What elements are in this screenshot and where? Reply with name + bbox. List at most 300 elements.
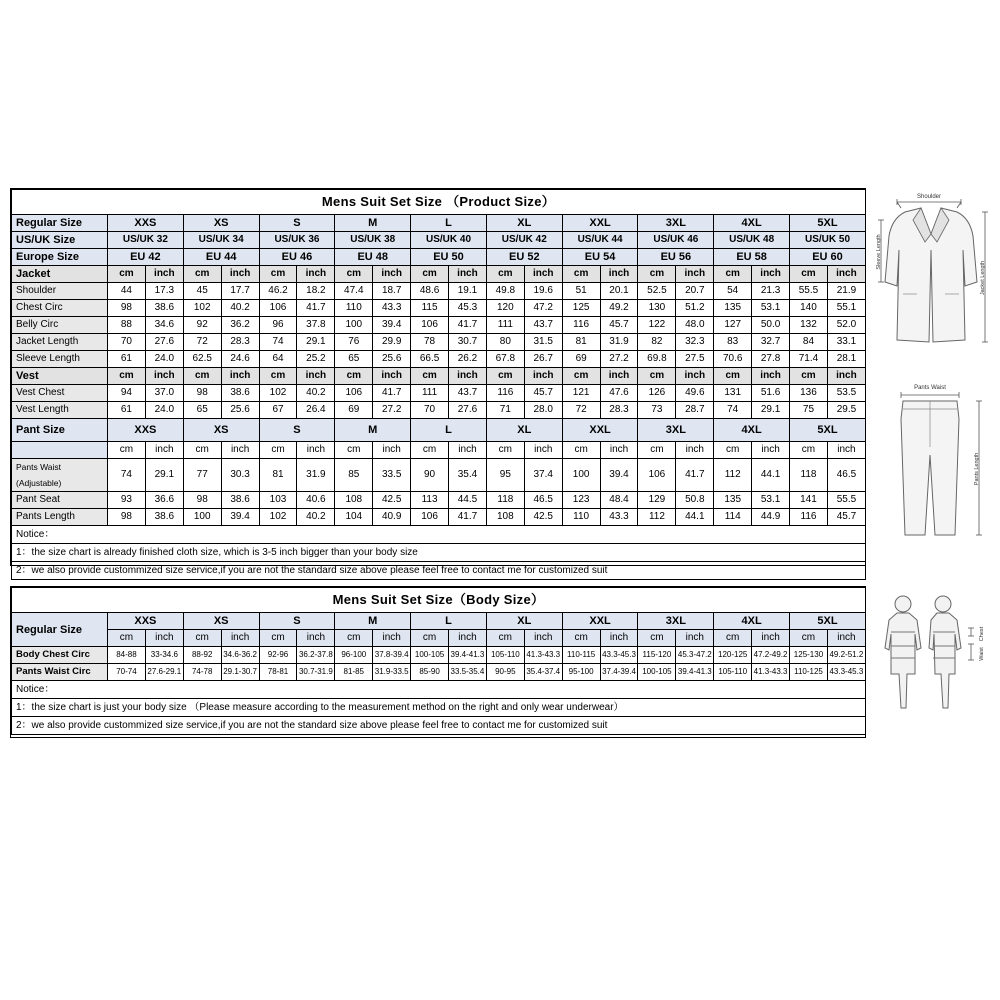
cell: 104: [335, 509, 373, 526]
unit-inch-v6: inch: [600, 368, 638, 385]
unit-inch-p3: inch: [373, 442, 411, 459]
cell: 102: [259, 509, 297, 526]
table-row: [12, 699, 866, 717]
unit-cm-j3: cm: [335, 266, 373, 283]
cell: 43.3: [373, 300, 411, 317]
eu-3: EU 48: [335, 249, 411, 266]
cell: 37.4-39.4: [600, 664, 638, 681]
product-size-table: [11, 189, 866, 580]
group-label-pant-size: Pant Size: [12, 419, 108, 442]
unit-inch-j3: inch: [373, 266, 411, 283]
body-size-m: M: [335, 613, 411, 630]
cell: 33.5-35.4: [449, 664, 487, 681]
row-label-regular-size: Regular Size: [12, 215, 108, 232]
cell: 31.9: [297, 459, 335, 492]
cell: 84: [790, 334, 828, 351]
pant-size-xxs: XXS: [108, 419, 184, 442]
cell: 36.2: [221, 317, 259, 334]
unit-inch-p1: inch: [221, 442, 259, 459]
cell: 50.0: [752, 317, 790, 334]
cell: 39.4: [373, 317, 411, 334]
cell: 40.2: [297, 385, 335, 402]
usuk-3: US/UK 38: [335, 232, 411, 249]
cell: 115-120: [638, 647, 676, 664]
usuk-4: US/UK 40: [411, 232, 487, 249]
cell: 46.5: [827, 459, 865, 492]
cell: 28.3: [221, 334, 259, 351]
body-size-xxl: XXL: [562, 613, 638, 630]
cell: 108: [486, 509, 524, 526]
chest-label: Chest: [979, 626, 985, 642]
cell: 96-100: [335, 647, 373, 664]
cell: 29.1: [145, 459, 183, 492]
cell: 70: [411, 402, 449, 419]
cell: 49.6: [676, 385, 714, 402]
cell: 136: [790, 385, 828, 402]
unit-inch-j4: inch: [449, 266, 487, 283]
cell: 140: [790, 300, 828, 317]
cell: 73: [638, 402, 676, 419]
cell: 19.6: [524, 283, 562, 300]
unit-cm-v7: cm: [638, 368, 676, 385]
cell: 29.1: [297, 334, 335, 351]
cell: 78-81: [259, 664, 297, 681]
cell: 100-105: [638, 664, 676, 681]
cell: 38.6: [221, 492, 259, 509]
cell: 24.0: [145, 402, 183, 419]
cell: 90-95: [486, 664, 524, 681]
cell: 110: [335, 300, 373, 317]
unit-cm-j7: cm: [638, 266, 676, 283]
size-xl: XL: [486, 215, 562, 232]
table-row: [12, 317, 866, 334]
row-label-us-uk-size: US/UK Size: [12, 232, 108, 249]
unit-cm-v3: cm: [335, 368, 373, 385]
row-label-pants-waist-circ: Pants Waist Circ: [12, 664, 108, 681]
unit-inch-p8: inch: [752, 442, 790, 459]
cell: 31.5: [524, 334, 562, 351]
unit-cm-v6: cm: [562, 368, 600, 385]
cell: 88-92: [183, 647, 221, 664]
cell: 82: [638, 334, 676, 351]
cell: 42.5: [524, 509, 562, 526]
cell: 65: [183, 402, 221, 419]
unit-inch-v8: inch: [752, 368, 790, 385]
body-notice-1: 1：the size chart is just your body size （Please measure according to the measurement method on the right and only wear underwear）: [12, 699, 866, 717]
row-label-pants-waist: Pants Waist (Adjustable): [12, 459, 108, 492]
cell: 106: [411, 317, 449, 334]
cell: 26.7: [524, 351, 562, 368]
size-m: M: [335, 215, 411, 232]
unit-cm-v5: cm: [486, 368, 524, 385]
cell: 29.5: [827, 402, 865, 419]
cell: 18.2: [297, 283, 335, 300]
table-row: [12, 664, 866, 681]
cell: 41.7: [676, 459, 714, 492]
body-size-4xl: 4XL: [714, 613, 790, 630]
cell: 88: [108, 317, 146, 334]
cell: 41.7: [449, 317, 487, 334]
cell: 43.3-45.3: [600, 647, 638, 664]
body-unit-inch-9: inch: [827, 630, 865, 647]
eu-6: EU 54: [562, 249, 638, 266]
cell: 28.0: [524, 402, 562, 419]
group-label-jacket: Jacket: [12, 266, 108, 283]
pant-size-3xl: 3XL: [638, 419, 714, 442]
cell: 45.3: [449, 300, 487, 317]
cell: 106: [259, 300, 297, 317]
cell: 120-125: [714, 647, 752, 664]
body-notice-2: 2：we also provide custommized size service,if you are not the standard size above please feel free to contact me for customized suit: [12, 717, 866, 735]
unit-inch-p0: inch: [145, 442, 183, 459]
unit-inch-v7: inch: [676, 368, 714, 385]
size-l: L: [411, 215, 487, 232]
unit-cm-j1: cm: [183, 266, 221, 283]
cell: 76: [335, 334, 373, 351]
body-unit-inch-2: inch: [297, 630, 335, 647]
body-unit-cm-5: cm: [486, 630, 524, 647]
cell: 25.2: [297, 351, 335, 368]
size-xs: XS: [183, 215, 259, 232]
cell: 98: [183, 492, 221, 509]
cell: 126: [638, 385, 676, 402]
unit-inch-p2: inch: [297, 442, 335, 459]
table-row: [12, 442, 866, 459]
cell: 108: [335, 492, 373, 509]
unit-inch-v5: inch: [524, 368, 562, 385]
cell: 110-125: [790, 664, 828, 681]
cell: 38.6: [221, 385, 259, 402]
cell: 44.5: [449, 492, 487, 509]
cell: 121: [562, 385, 600, 402]
cell: 28.7: [676, 402, 714, 419]
cell: 21.3: [752, 283, 790, 300]
cell: 24.0: [145, 351, 183, 368]
unit-inch-p5: inch: [524, 442, 562, 459]
cell: 31.9: [600, 334, 638, 351]
cell: 131: [714, 385, 752, 402]
body-size-chart: [10, 586, 866, 738]
cell: 33-34.6: [145, 647, 183, 664]
body-size-3xl: 3XL: [638, 613, 714, 630]
cell: 44: [108, 283, 146, 300]
cell: 98: [108, 509, 146, 526]
cell: 61: [108, 351, 146, 368]
pant-unit-spacer: [12, 442, 108, 459]
body-unit-inch-1: inch: [221, 630, 259, 647]
cell: 120: [486, 300, 524, 317]
eu-0: EU 42: [108, 249, 184, 266]
waist-label: Waist: [979, 647, 985, 661]
cell: 39.4-41.3: [449, 647, 487, 664]
product-notice-title: Notice：: [12, 526, 866, 544]
unit-inch-v9: inch: [827, 368, 865, 385]
cell: 111: [411, 385, 449, 402]
table-row: [12, 630, 866, 647]
table-row: [12, 190, 866, 215]
unit-cm-p4: cm: [411, 442, 449, 459]
cell: 72: [562, 402, 600, 419]
cell: 24.6: [221, 351, 259, 368]
eu-4: EU 50: [411, 249, 487, 266]
cell: 55.1: [827, 300, 865, 317]
product-chart-title: Mens Suit Set Size （Product Size）: [12, 190, 866, 215]
cell: 112: [714, 459, 752, 492]
cell: 74-78: [183, 664, 221, 681]
cell: 38.6: [145, 300, 183, 317]
body-size-l: L: [411, 613, 487, 630]
cell: 29.1: [752, 402, 790, 419]
row-label-vest-chest: Vest Chest: [12, 385, 108, 402]
cell: 32.3: [676, 334, 714, 351]
unit-inch-v3: inch: [373, 368, 411, 385]
cell: 84-88: [108, 647, 146, 664]
unit-cm-p1: cm: [183, 442, 221, 459]
shoulder-label: Shoulder: [916, 194, 942, 200]
cell: 106: [335, 385, 373, 402]
product-notice-2: 2：we also provide custommized size service,if you are not the standard size above please feel free to contact me for customized suit: [12, 562, 866, 580]
body-unit-inch-4: inch: [449, 630, 487, 647]
cell: 65: [335, 351, 373, 368]
unit-inch-p9: inch: [827, 442, 865, 459]
cell: 123: [562, 492, 600, 509]
table-row: [12, 509, 866, 526]
usuk-6: US/UK 44: [562, 232, 638, 249]
cell: 74: [108, 459, 146, 492]
cell: 81-85: [335, 664, 373, 681]
cell: 27.5: [676, 351, 714, 368]
cell: 47.6: [600, 385, 638, 402]
cell: 116: [562, 317, 600, 334]
table-row: [12, 647, 866, 664]
cell: 102: [259, 385, 297, 402]
cell: 27.2: [600, 351, 638, 368]
cell: 27.6: [449, 402, 487, 419]
cell: 70-74: [108, 664, 146, 681]
body-size-s: S: [259, 613, 335, 630]
unit-cm-j4: cm: [411, 266, 449, 283]
cell: 18.7: [373, 283, 411, 300]
body-size-xxs: XXS: [108, 613, 184, 630]
cell: 114: [714, 509, 752, 526]
table-row: [12, 300, 866, 317]
cell: 118: [486, 492, 524, 509]
cell: 95: [486, 459, 524, 492]
cell: 34.6-36.2: [221, 647, 259, 664]
table-row: [12, 717, 866, 735]
size-xxl: XXL: [562, 215, 638, 232]
table-row: [12, 232, 866, 249]
cell: 31.9-33.5: [373, 664, 411, 681]
pants-length-label: Pants Length: [974, 452, 980, 486]
cell: 39.4: [221, 509, 259, 526]
unit-cm-v9: cm: [790, 368, 828, 385]
cell: 45.7: [524, 385, 562, 402]
cell: 46.2: [259, 283, 297, 300]
cell: 43.3: [600, 509, 638, 526]
unit-inch-j1: inch: [221, 266, 259, 283]
unit-inch-j2: inch: [297, 266, 335, 283]
cell: 62.5: [183, 351, 221, 368]
cell: 115: [411, 300, 449, 317]
unit-inch-p7: inch: [676, 442, 714, 459]
cell: 43.7: [524, 317, 562, 334]
cell: 26.4: [297, 402, 335, 419]
unit-inch-p6: inch: [600, 442, 638, 459]
pant-size-m: M: [335, 419, 411, 442]
cell: 50.8: [676, 492, 714, 509]
usuk-7: US/UK 46: [638, 232, 714, 249]
table-row: [12, 562, 866, 580]
cell: 43.3-45.3: [827, 664, 865, 681]
cell: 44.1: [752, 459, 790, 492]
cell: 69: [335, 402, 373, 419]
cell: 48.4: [600, 492, 638, 509]
cell: 100: [183, 509, 221, 526]
body-size-5xl: 5XL: [790, 613, 866, 630]
product-size-chart: [10, 188, 866, 576]
cell: 74: [259, 334, 297, 351]
cell: 27.8: [752, 351, 790, 368]
body-unit-cm-2: cm: [259, 630, 297, 647]
cell: 81: [562, 334, 600, 351]
cell: 43.7: [449, 385, 487, 402]
cell: 37.8: [297, 317, 335, 334]
pant-size-xs: XS: [183, 419, 259, 442]
unit-cm-j6: cm: [562, 266, 600, 283]
cell: 41.3-43.3: [752, 664, 790, 681]
cell: 110: [562, 509, 600, 526]
cell: 98: [183, 385, 221, 402]
row-label-pants-length: Pants Length: [12, 509, 108, 526]
cell: 92-96: [259, 647, 297, 664]
cell: 27.6-29.1: [145, 664, 183, 681]
cell: 48.0: [676, 317, 714, 334]
cell: 38.6: [145, 509, 183, 526]
table-row: [12, 681, 866, 699]
product-notice-1: 1：the size chart is already finished cloth size, which is 3-5 inch bigger than your body size: [12, 544, 866, 562]
row-label-jacket-length: Jacket Length: [12, 334, 108, 351]
cell: 102: [183, 300, 221, 317]
cell: 130: [638, 300, 676, 317]
row-label-pant-seat: Pant Seat: [12, 492, 108, 509]
unit-cm-j0: cm: [108, 266, 146, 283]
body-unit-cm-0: cm: [108, 630, 146, 647]
usuk-1: US/UK 34: [183, 232, 259, 249]
table-row: [12, 266, 866, 283]
body-unit-cm-1: cm: [183, 630, 221, 647]
body-unit-cm-6: cm: [562, 630, 600, 647]
unit-cm-j5: cm: [486, 266, 524, 283]
cell: 17.7: [221, 283, 259, 300]
eu-5: EU 52: [486, 249, 562, 266]
body-size-xl: XL: [486, 613, 562, 630]
pant-size-s: S: [259, 419, 335, 442]
cell: 100-105: [411, 647, 449, 664]
cell: 125: [562, 300, 600, 317]
cell: 106: [411, 509, 449, 526]
cell: 41.7: [449, 509, 487, 526]
cell: 35.4-37.4: [524, 664, 562, 681]
body-row-label-regular-size: Regular Size: [12, 613, 108, 647]
body-unit-inch-5: inch: [524, 630, 562, 647]
unit-inch-j0: inch: [145, 266, 183, 283]
usuk-5: US/UK 42: [486, 232, 562, 249]
cell: 55.5: [790, 283, 828, 300]
table-row: [12, 613, 866, 630]
cell: 40.2: [297, 509, 335, 526]
cell: 47.4: [335, 283, 373, 300]
cell: 45.7: [600, 317, 638, 334]
cell: 39.4-41.3: [676, 664, 714, 681]
pant-size-4xl: 4XL: [714, 419, 790, 442]
table-row: [12, 492, 866, 509]
cell: 25.6: [373, 351, 411, 368]
row-label-belly-circ: Belly Circ: [12, 317, 108, 334]
usuk-0: US/UK 32: [108, 232, 184, 249]
body-notice-title: Notice：: [12, 681, 866, 699]
body-unit-inch-7: inch: [676, 630, 714, 647]
table-row: [12, 334, 866, 351]
unit-cm-v8: cm: [714, 368, 752, 385]
pant-size-l: L: [411, 419, 487, 442]
cell: 69: [562, 351, 600, 368]
unit-cm-p3: cm: [335, 442, 373, 459]
cell: 72: [183, 334, 221, 351]
row-label-chest-circ: Chest Circ: [12, 300, 108, 317]
cell: 66.5: [411, 351, 449, 368]
unit-inch-j6: inch: [600, 266, 638, 283]
cell: 49.2-51.2: [827, 647, 865, 664]
body-size-xs: XS: [183, 613, 259, 630]
unit-cm-p7: cm: [638, 442, 676, 459]
cell: 53.5: [827, 385, 865, 402]
cell: 40.6: [297, 492, 335, 509]
cell: 94: [108, 385, 146, 402]
cell: 67.8: [486, 351, 524, 368]
cell: 113: [411, 492, 449, 509]
cell: 70: [108, 334, 146, 351]
cell: 36.6: [145, 492, 183, 509]
cell: 45.3-47.2: [676, 647, 714, 664]
cell: 116: [486, 385, 524, 402]
cell: 28.3: [600, 402, 638, 419]
cell: 36.2-37.8: [297, 647, 335, 664]
cell: 118: [790, 459, 828, 492]
cell: 33.5: [373, 459, 411, 492]
cell: 78: [411, 334, 449, 351]
body-unit-cm-9: cm: [790, 630, 828, 647]
row-label-vest-length: Vest Length: [12, 402, 108, 419]
size-5xl: 5XL: [790, 215, 866, 232]
pants-waist-label: Pants Waist: [914, 385, 946, 391]
usuk-2: US/UK 36: [259, 232, 335, 249]
cell: 111: [486, 317, 524, 334]
cell: 71.4: [790, 351, 828, 368]
pants-measurement-diagram: [875, 375, 995, 565]
cell: 53.1: [752, 300, 790, 317]
unit-cm-j9: cm: [790, 266, 828, 283]
body-chart-title: Mens Suit Set Size（Body Size）: [12, 588, 866, 613]
cell: 42.5: [373, 492, 411, 509]
cell: 61: [108, 402, 146, 419]
cell: 75: [790, 402, 828, 419]
cell: 116: [790, 509, 828, 526]
body-measurement-diagram: [875, 588, 995, 738]
cell: 122: [638, 317, 676, 334]
cell: 34.6: [145, 317, 183, 334]
cell: 47.2-49.2: [752, 647, 790, 664]
